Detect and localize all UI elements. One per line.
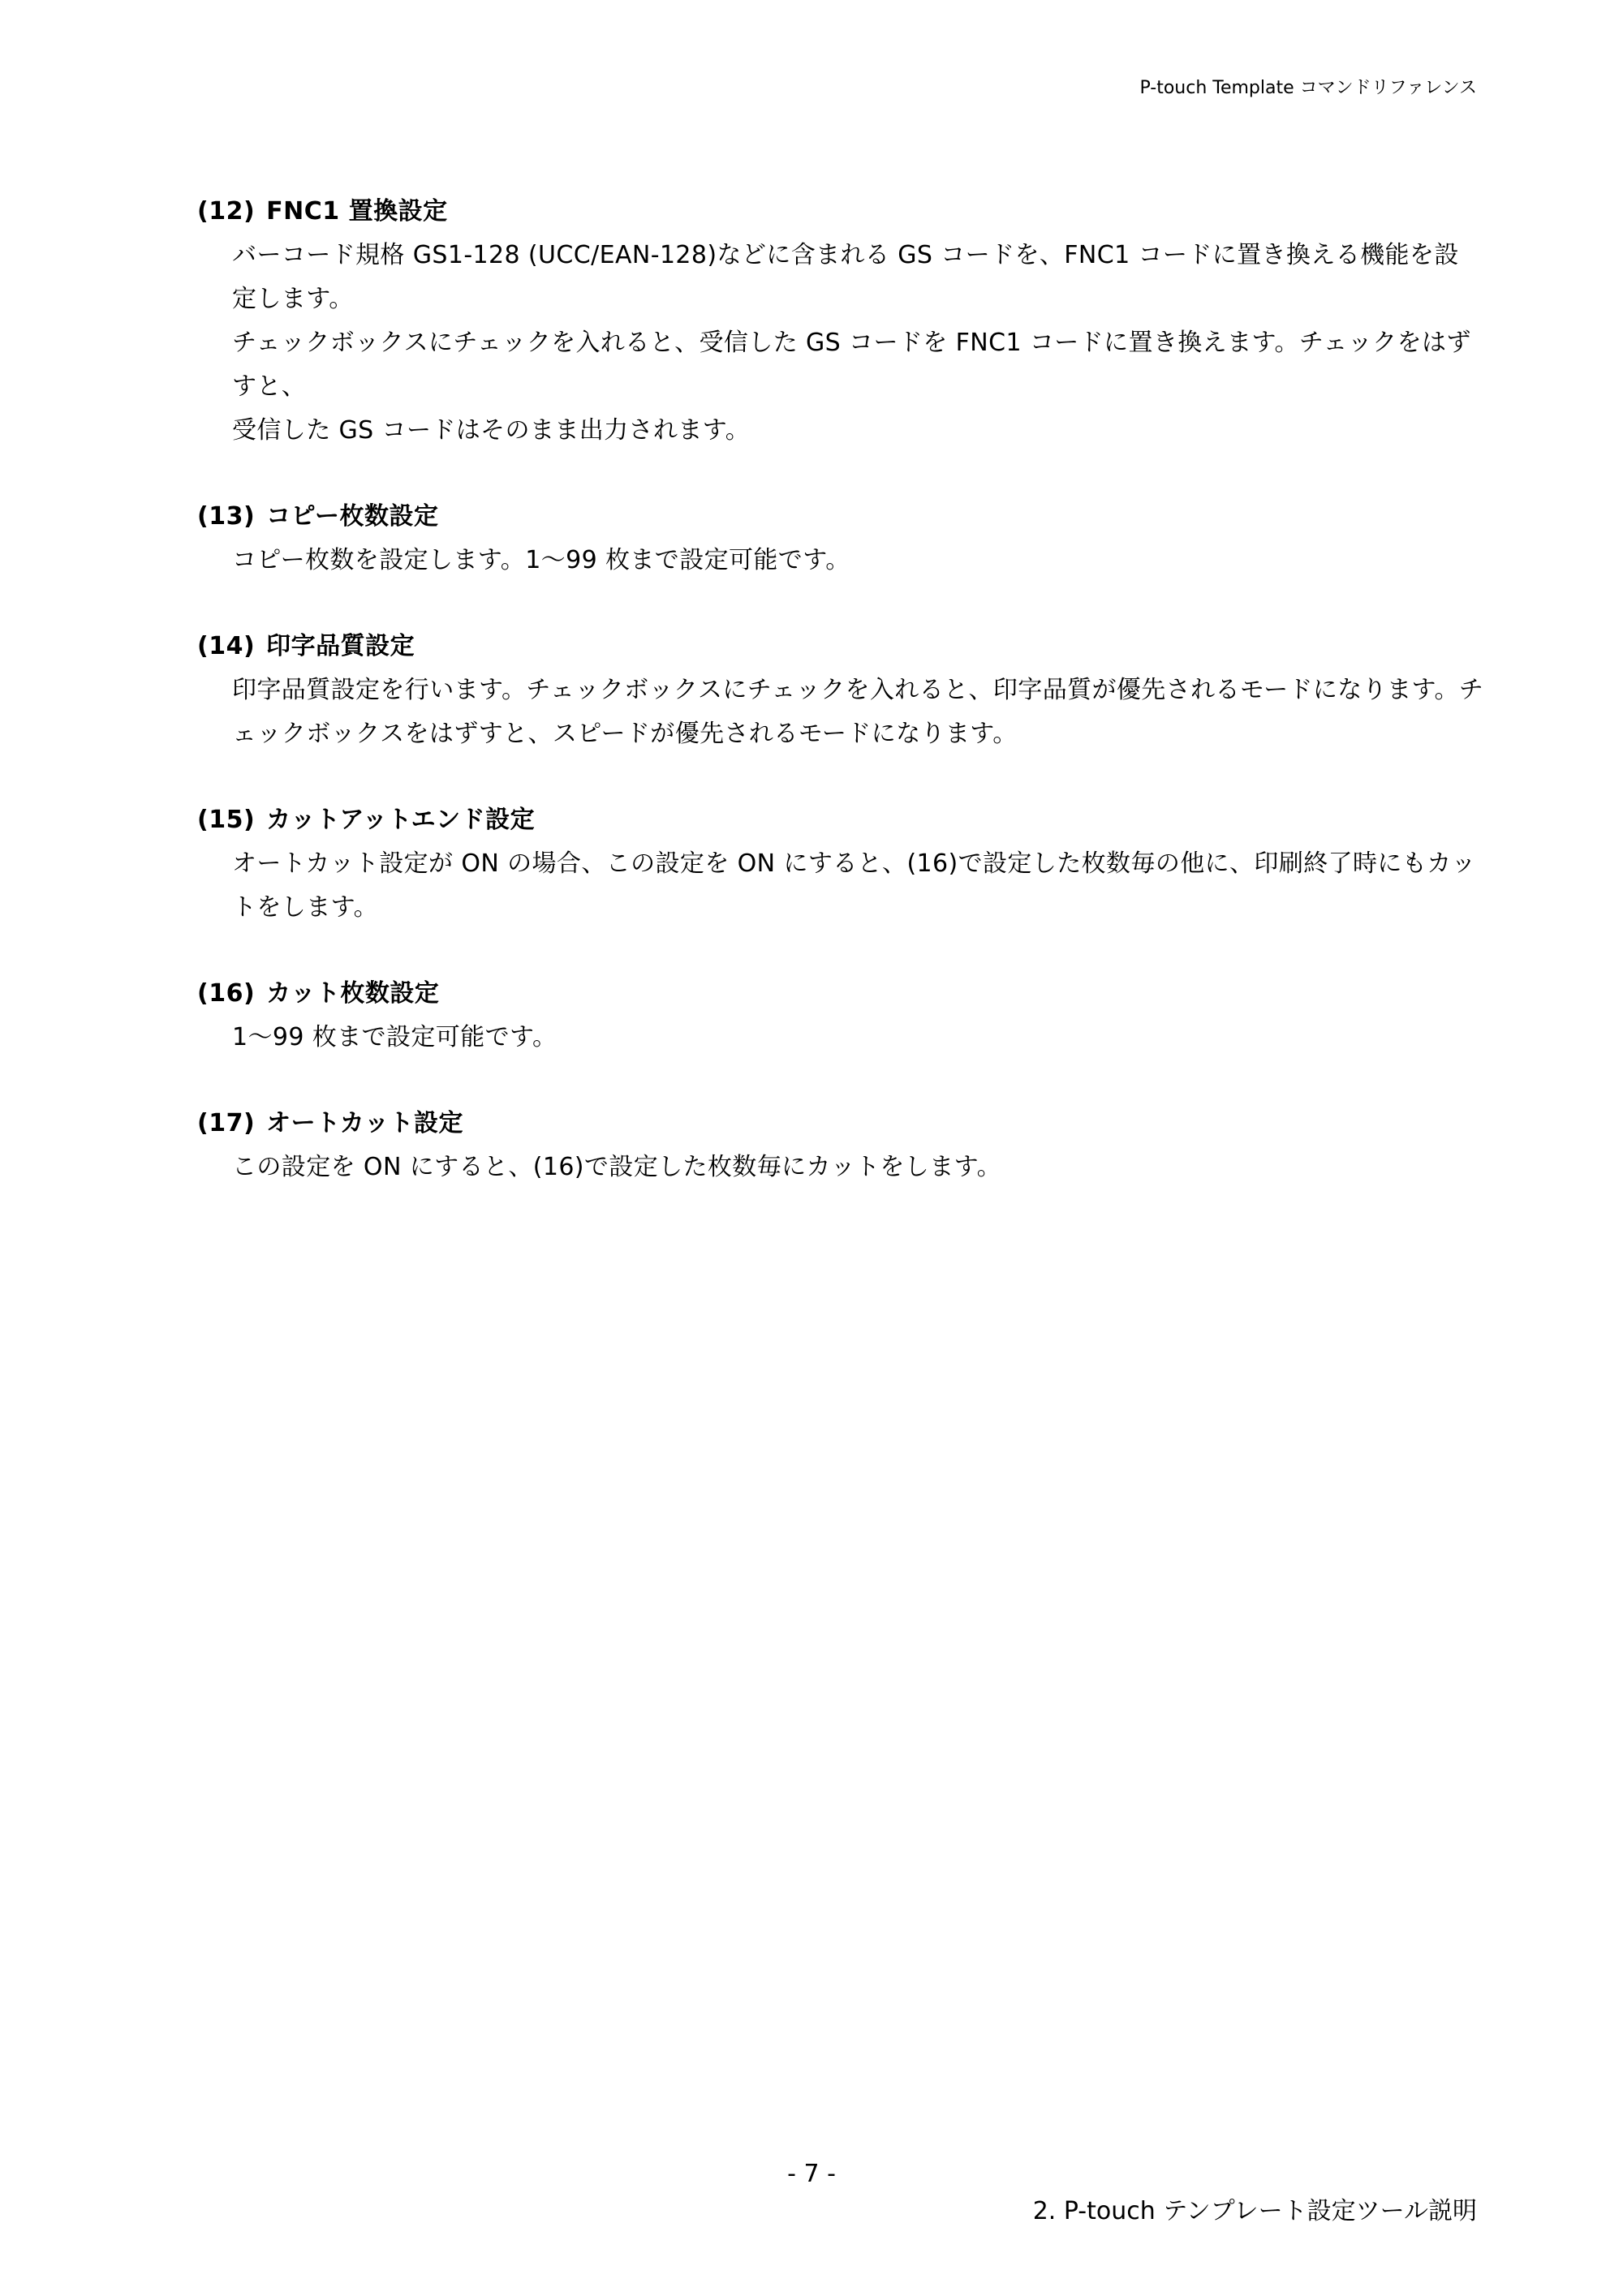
body-line: 受信した GS コードはそのまま出力されます。 bbox=[232, 416, 751, 445]
section-number: (12) bbox=[197, 197, 256, 226]
section-heading bbox=[197, 803, 1496, 837]
section-fnc1-replace bbox=[197, 195, 1496, 453]
section-title: カットアットエンド設定 bbox=[266, 806, 536, 834]
body-line: 印字品質設定を行います。チェックボックスにチェックを入れると、印字品質が優先されるモードになります。チ bbox=[232, 676, 1484, 704]
section-auto-cut bbox=[197, 1107, 1496, 1189]
section-title: オートカット設定 bbox=[266, 1109, 463, 1137]
document-body bbox=[197, 195, 1496, 1236]
section-title: コピー枚数設定 bbox=[266, 502, 439, 531]
body-line: 1～99 枚まで設定可能です。 bbox=[232, 1023, 558, 1051]
section-cut-count bbox=[197, 977, 1496, 1060]
section-number: (16) bbox=[197, 979, 256, 1008]
section-heading bbox=[197, 195, 1496, 229]
section-print-quality bbox=[197, 630, 1496, 756]
section-heading bbox=[197, 500, 1496, 534]
section-cut-at-end bbox=[197, 803, 1496, 930]
section-number: (13) bbox=[197, 502, 256, 531]
section-number: (14) bbox=[197, 632, 256, 660]
running-header: P-touch Template コマンドリファレンス bbox=[1139, 78, 1477, 98]
section-number: (15) bbox=[197, 806, 256, 834]
section-copy-count bbox=[197, 500, 1496, 583]
body-line: ェックボックスをはずすと、スピードが優先されるモードになります。 bbox=[232, 720, 1018, 748]
section-title: 印字品質設定 bbox=[266, 632, 415, 660]
body-line: コピー枚数を設定します。1～99 枚まで設定可能です。 bbox=[232, 546, 850, 574]
body-line: トをします。 bbox=[232, 893, 378, 922]
body-line: この設定を ON にすると、(16)で設定した枚数毎にカットをします。 bbox=[232, 1153, 1002, 1181]
section-title: FNC1 置換設定 bbox=[266, 197, 448, 226]
body-line: 定します。 bbox=[232, 285, 354, 313]
section-number: (17) bbox=[197, 1109, 256, 1137]
body-line: バーコード規格 GS1-128 (UCC/EAN-128)などに含まれる GS コードを、FNC1 コードに置き換える機能を設 bbox=[232, 241, 1459, 269]
section-heading bbox=[197, 630, 1496, 664]
body-line: チェックボックスにチェックを入れると、受信した GS コードを FNC1 コードに置き換えます。チェックをはずすと、 bbox=[232, 329, 1471, 401]
body-line: オートカット設定が ON の場合、この設定を ON にすると、(16)で設定した枚数毎の他に、印刷終了時にもカッ bbox=[232, 849, 1476, 878]
chapter-footer: 2. P-touch テンプレート設定ツール説明 bbox=[1032, 2197, 1477, 2225]
page-number: - 7 - bbox=[787, 2160, 836, 2188]
section-heading bbox=[197, 977, 1496, 1011]
section-heading bbox=[197, 1107, 1496, 1141]
section-title: カット枚数設定 bbox=[266, 979, 440, 1008]
